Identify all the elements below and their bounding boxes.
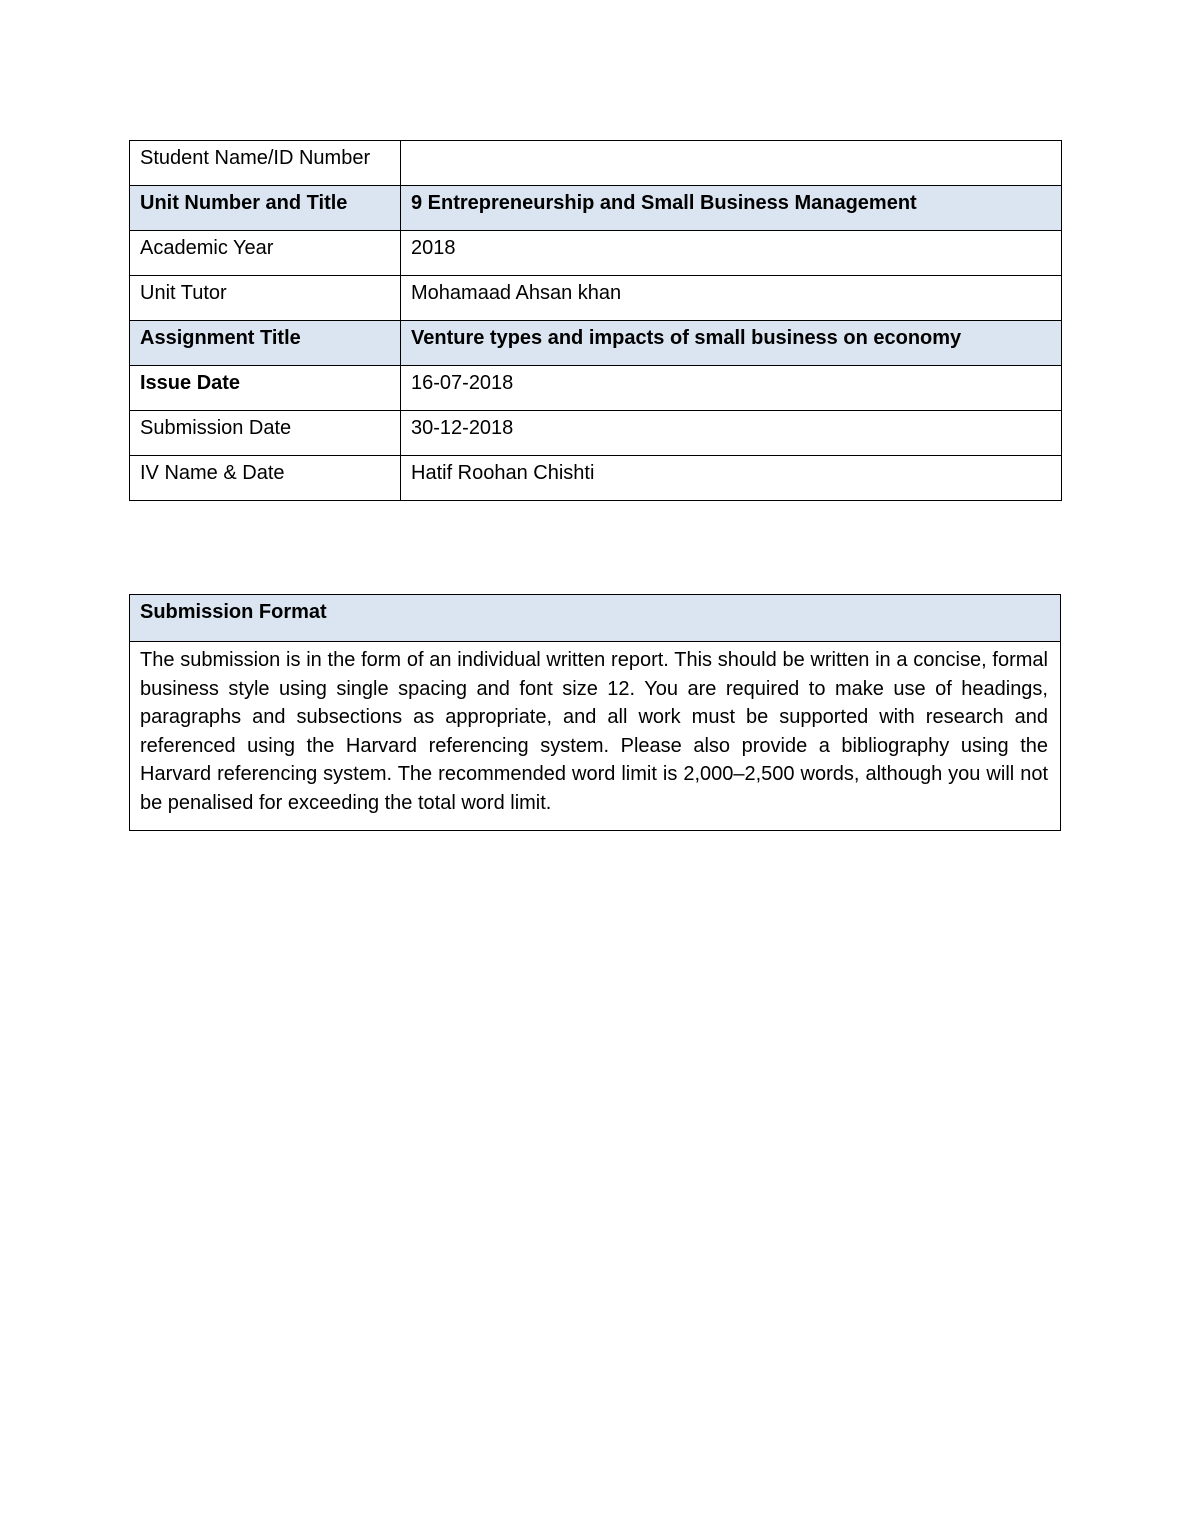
table-row bbox=[130, 141, 1062, 186]
table-row bbox=[130, 321, 1062, 366]
row-value-issue-date: 16-07-2018 bbox=[401, 366, 1062, 411]
table-row bbox=[130, 186, 1062, 231]
table-row bbox=[130, 456, 1062, 501]
row-value-submission-date: 30-12-2018 bbox=[401, 411, 1062, 456]
row-value-student-name bbox=[401, 141, 1062, 186]
submission-format-heading: Submission Format bbox=[130, 595, 1061, 642]
row-label-iv-name: IV Name & Date bbox=[130, 456, 401, 501]
row-label-assignment-title: Assignment Title bbox=[130, 321, 401, 366]
row-value-academic-year: 2018 bbox=[401, 231, 1062, 276]
row-label-academic-year: Academic Year bbox=[130, 231, 401, 276]
row-value-unit: 9 Entrepreneurship and Small Business Management bbox=[401, 186, 1062, 231]
row-label-unit: Unit Number and Title bbox=[130, 186, 401, 231]
row-value-iv-name: Hatif Roohan Chishti bbox=[401, 456, 1062, 501]
table-row bbox=[130, 595, 1061, 642]
submission-format-table bbox=[129, 594, 1061, 831]
row-label-unit-tutor: Unit Tutor bbox=[130, 276, 401, 321]
submission-format-body: The submission is in the form of an individual written report. This should be written in a concise, formal business style using single spacing and font size 12. You are required to make use of headings, paragraphs and subsections as appropriate, and all work must be supported with research and referenced using the Harvard referencing system. Please also provide a bibliography using the Harvard referencing system. The recommended word limit is 2,000–2,500 words, although you will not be penalised for exceeding the total word limit. bbox=[130, 642, 1061, 831]
assignment-info-table bbox=[129, 140, 1062, 501]
row-label-student-name: Student Name/ID Number bbox=[130, 141, 401, 186]
table-row bbox=[130, 231, 1062, 276]
table-row bbox=[130, 642, 1061, 831]
table-row bbox=[130, 366, 1062, 411]
table-row bbox=[130, 276, 1062, 321]
row-label-submission-date: Submission Date bbox=[130, 411, 401, 456]
row-label-issue-date: Issue Date bbox=[130, 366, 401, 411]
table-row bbox=[130, 411, 1062, 456]
row-value-assignment-title: Venture types and impacts of small business on economy bbox=[401, 321, 1062, 366]
row-value-unit-tutor: Mohamaad Ahsan khan bbox=[401, 276, 1062, 321]
